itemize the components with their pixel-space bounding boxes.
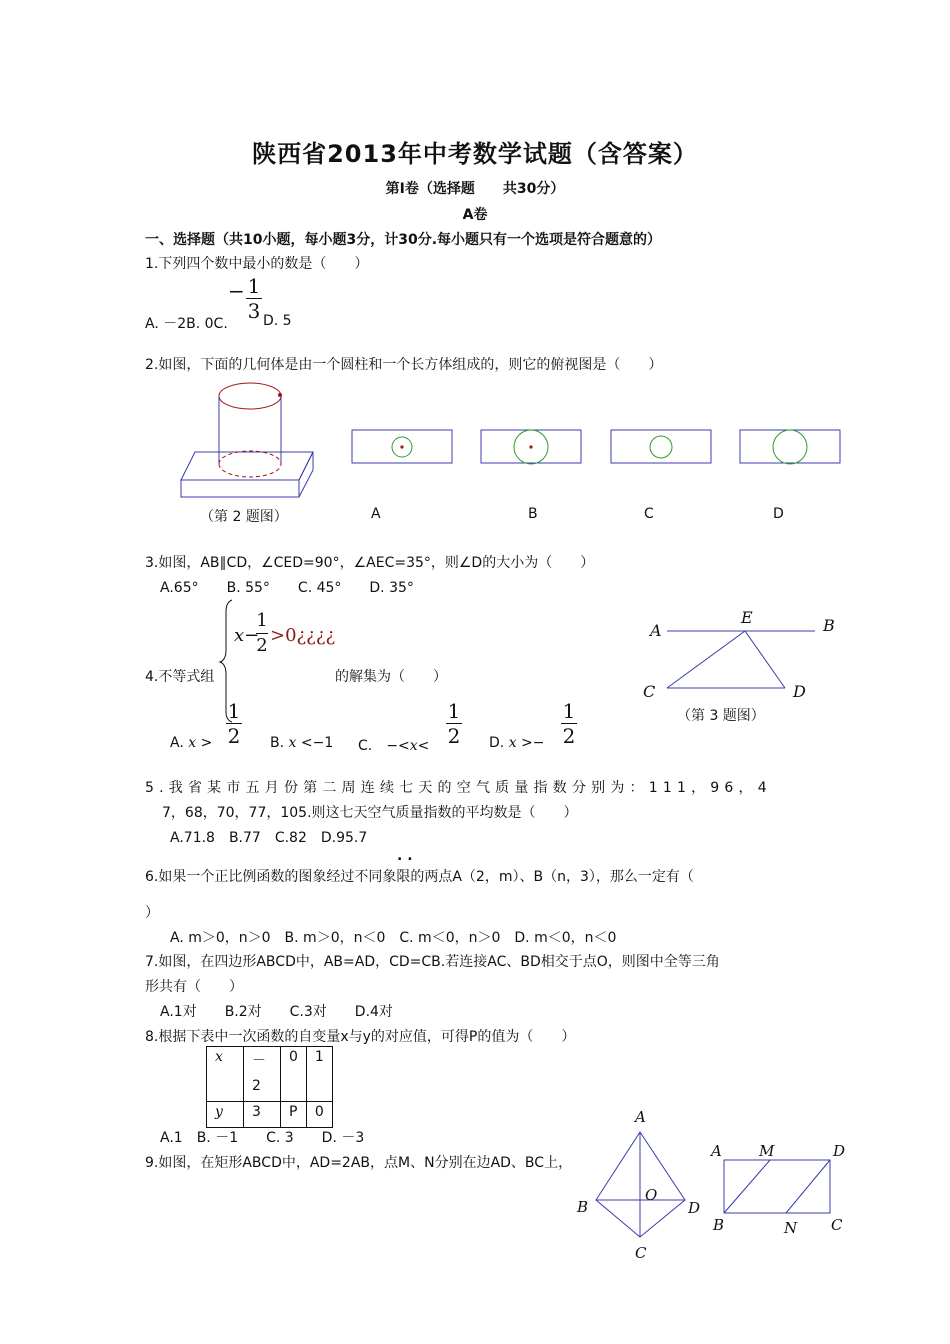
q4-opt-a-x: x (188, 735, 197, 751)
segment-ed (745, 631, 785, 688)
q6-options: A. m＞0，n＞0 B. m＞0，n＜0 C. m＜0，n＞0 D. m＜0，n＜0 (170, 930, 617, 946)
q5-line1: 5.我省某市五月份第二周连续七天的空气质量指数分别为：111，96，4 (145, 780, 772, 796)
rect-label-a: A (711, 1142, 722, 1160)
view-d-circle (773, 430, 807, 464)
q4-opt-c-rest: < (417, 738, 430, 754)
table-cell: P (281, 1102, 307, 1128)
table-row (207, 1047, 333, 1102)
q1-stem: 1.下列四个数中最小的数是（ ） (145, 256, 369, 272)
table-cell: 3 (244, 1102, 281, 1128)
q3-label-c: C (643, 682, 656, 701)
q4-sys-fraction (256, 610, 268, 657)
q4-opt-c-den: 2 (447, 724, 461, 748)
q4-opt-c-x: x (409, 738, 418, 754)
q1-options: A. －2B. 0C. (145, 316, 228, 332)
q4-sys-num: 1 (256, 610, 268, 631)
q4-opt-d (489, 735, 545, 751)
page-title: 陕西省2013年中考数学试题（含答案） (252, 140, 698, 168)
box-front (181, 480, 299, 497)
q4-opt-b-rest: <−1 (296, 735, 334, 751)
q1-frac-sign: − (228, 279, 245, 303)
q4-opt-a-num: 1 (227, 699, 241, 723)
kite-label-o: O (645, 1186, 658, 1204)
q7-line2: 形共有（ ） (145, 979, 243, 995)
view-d-rect (740, 430, 840, 463)
q1-frac-num: 1 (247, 274, 261, 298)
table-cell: 0 (281, 1047, 307, 1102)
table-cell: x (207, 1047, 244, 1102)
rect-label-d: D (833, 1142, 846, 1160)
q2-caption: （第 2 题图） (200, 509, 288, 525)
table-cell: y (207, 1102, 244, 1128)
view-b-dot (529, 445, 532, 448)
table-cell: － 2 (244, 1047, 281, 1102)
q4-opt-b (270, 735, 333, 751)
kite-label-b: B (577, 1198, 589, 1216)
q4-tail: 的解集为（ ） (335, 669, 447, 685)
q4-opt-d-pre: D. (489, 735, 509, 751)
q4-opt-b-x: x (288, 735, 297, 751)
q1-option-d: D. 5 (263, 313, 292, 329)
q2-label-c: C (644, 506, 654, 522)
volume-heading: 第Ⅰ卷（选择题 共30分） (385, 181, 565, 197)
rect-label-b: B (713, 1216, 725, 1234)
table-cell: 0 (306, 1102, 332, 1128)
q4-opt-d-rest: >− (516, 735, 545, 751)
q8-stem: 8.根据下表中一次函数的自变量x与y的对应值，可得P的值为（ ） (145, 1029, 576, 1045)
q3-stem: 3.如图，AB∥CD，∠CED=90°，∠AEC=35°，则∠D的大小为（ ） (145, 555, 595, 571)
rect-label-n: N (784, 1219, 798, 1237)
rect-line-dn (786, 1160, 830, 1213)
q4-opt-b-pre: B. (270, 735, 289, 751)
q5-options: A.71.8 B.77 C.82 D.95.7 (170, 830, 368, 846)
rect-label-c: C (831, 1216, 843, 1234)
q7-line1: 7.如图，在四边形ABCD中，AB=AD，CD=CB.若连接AC、BD相交于点O，则图中全等三角 (145, 954, 720, 970)
q4-opt-a-fraction (226, 700, 242, 747)
q8-value-table (206, 1046, 333, 1128)
q7-options: A.1对 B.2对 C.3对 D.4对 (160, 1004, 393, 1020)
box-top (181, 452, 313, 480)
q4-opt-a (170, 735, 212, 751)
q4-opt-c-num: 1 (447, 699, 461, 723)
section-a-heading: A卷 (462, 207, 488, 223)
q9-stem: 9.如图，在矩形ABCD中，AD=2AB，点M、N分别在边AD、BC上， (145, 1155, 573, 1171)
cylinder-bottom-front (219, 464, 281, 477)
q6-tail: ） (145, 905, 159, 921)
q3-label-e: E (741, 608, 753, 627)
q4-opt-c-pre: C. −< (358, 738, 410, 754)
q6-stem: 6.如果一个正比例函数的图象经过不同象限的两点A（2，m）、B（n，3），那么一定有（ (145, 869, 694, 885)
q2-label-b: B (528, 506, 538, 522)
q6-emphasis-dots: . . (397, 848, 413, 864)
kite-label-c: C (635, 1244, 647, 1262)
q2-label-d: D (773, 506, 784, 522)
q5-line2: 7，68，70，77，105.则这七天空气质量指数的平均数是（ ） (162, 805, 578, 821)
q4-opt-a-pre: A. (170, 735, 189, 751)
cylinder-bottom-back (219, 451, 281, 464)
q4-sys-den: 2 (256, 635, 268, 656)
box-side (299, 452, 313, 497)
q4-opt-a-den: 2 (227, 724, 241, 748)
view-a-dot (400, 445, 403, 448)
q4-sys-minus: − (244, 625, 260, 646)
kite-label-a: A (635, 1108, 646, 1126)
q4-opt-d-den: 2 (562, 724, 576, 748)
view-c-circle (650, 436, 672, 458)
q3-label-a: A (650, 621, 662, 640)
q2-label-a: A (371, 506, 381, 522)
rect-label-m: M (759, 1142, 775, 1160)
part-one-heading: 一、选择题（共10小题，每小题3分，计30分.每小题只有一个选项是符合题意的） (145, 232, 662, 248)
q3-label-b: B (823, 616, 835, 635)
q4-opt-d-num: 1 (562, 699, 576, 723)
q4-sys-rest: >0¿¿¿¿ (270, 625, 336, 646)
cylinder-top (219, 383, 281, 409)
q4-opt-c (358, 735, 429, 755)
q3-label-d: D (793, 682, 806, 701)
q4-stem: 4.不等式组 (145, 669, 215, 685)
table-cell: 1 (306, 1047, 332, 1102)
cylinder-point (278, 393, 282, 397)
q2-stem: 2.如图，下面的几何体是由一个圆柱和一个长方体组成的，则它的俯视图是（ ） (145, 357, 663, 373)
segment-ce (667, 631, 745, 688)
q4-opt-d-x: x (508, 735, 517, 751)
q8-options: A.1 B. －1 C. 3 D. －3 (160, 1130, 365, 1146)
rect-line-mb (724, 1160, 770, 1213)
q1-frac-den: 3 (247, 299, 261, 323)
kite-label-d: D (688, 1199, 701, 1217)
rect-abcd (724, 1160, 830, 1213)
q4-opt-a-gt: > (196, 735, 213, 751)
q4-opt-d-fraction (561, 700, 577, 747)
q3-options: A.65° B. 55° C. 45° D. 35° (160, 580, 414, 596)
q4-opt-c-fraction (446, 700, 462, 747)
q3-caption: （第 3 题图） (677, 708, 765, 724)
q4-sys-x: x (234, 625, 245, 646)
table-row (207, 1102, 333, 1128)
